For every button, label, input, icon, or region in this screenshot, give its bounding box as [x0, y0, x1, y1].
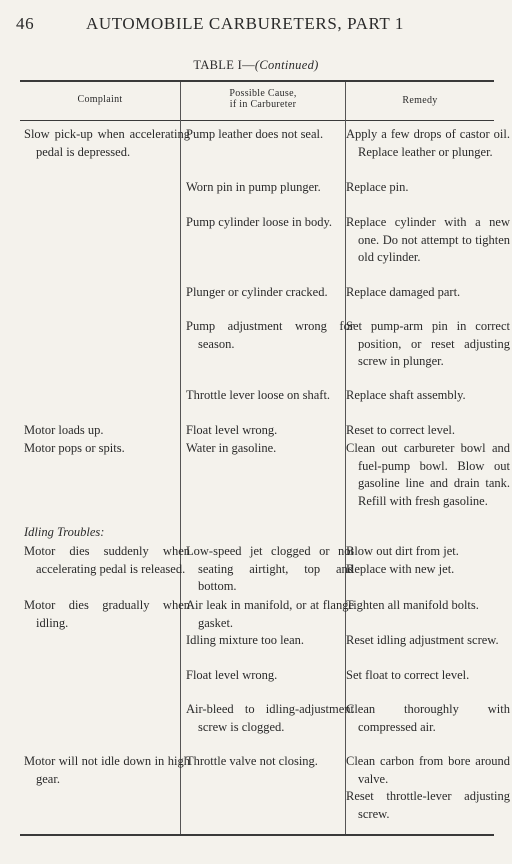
- section-label-idling: Idling Troubles:: [24, 525, 105, 539]
- table-title: [0, 58, 512, 73]
- cause-cell: Worn pin in pump plunger.: [186, 180, 321, 194]
- column-header-complaint: Complaint: [77, 94, 123, 105]
- table-title-main: TABLE I—: [193, 58, 255, 72]
- remedy-cell: Replace with new jet.: [346, 562, 455, 576]
- complaint-cell: Motor dies gradually when idling.: [24, 598, 190, 630]
- remedy-cell: Replace shaft assembly.: [346, 388, 466, 402]
- remedy-cell: Replace cylinder with a new one. Do not attempt to tighten old cylinder.: [346, 215, 510, 264]
- remedy-cell: Replace damaged part.: [346, 285, 461, 299]
- cause-cell: Low-speed jet clogged or not seating airtight, top and bottom.: [186, 544, 354, 593]
- remedy-cell: Reset idling adjustment screw.: [346, 633, 499, 647]
- table-title-continued: (Continued): [254, 58, 319, 72]
- column-header-remedy: Remedy: [402, 95, 438, 106]
- running-title: AUTOMOBILE CARBURETERS, PART 1: [86, 14, 404, 33]
- table-header-rule: [20, 120, 494, 121]
- cause-cell: Pump cylinder loose in body.: [186, 215, 333, 229]
- remedy-cell: Clean out carbureter bowl and fuel-pump bowl. Blow out gasoline line and drain tank. Refill with fresh gasoline.: [346, 441, 510, 508]
- complaint-cell: Slow pick-up when accelerating pedal is depressed.: [24, 127, 190, 159]
- remedy-cell: Apply a few drops of castor oil. Replace leather or plunger.: [346, 127, 510, 159]
- column-header-cause-line1: Possible Cause,: [229, 88, 297, 99]
- cause-cell: Float level wrong.: [186, 423, 278, 437]
- remedy-cell: Clean thoroughly with compressed air.: [346, 702, 510, 734]
- remedy-cell: Reset throttle-lever adjusting screw.: [346, 789, 510, 821]
- remedy-cell: Set float to correct level.: [346, 668, 470, 682]
- table-top-rule: [20, 80, 494, 82]
- complaint-cell: Motor loads up.: [24, 423, 104, 437]
- cause-cell: Float level wrong.: [186, 668, 278, 682]
- cause-cell: Throttle lever loose on shaft.: [186, 388, 331, 402]
- table-bottom-rule: [20, 834, 494, 836]
- cause-cell: Pump leather does not seal.: [186, 127, 324, 141]
- remedy-cell: Tighten all manifold bolts.: [346, 598, 479, 612]
- cause-cell: Water in gasoline.: [186, 441, 277, 455]
- complaint-cell: Motor will not idle down in high gear.: [24, 754, 190, 786]
- cause-cell: Air-bleed to idling-adjustment screw is clogged.: [186, 702, 354, 734]
- column-divider-1: [180, 82, 181, 834]
- cause-cell: Air leak in manifold, or at flange gasket.: [186, 598, 354, 630]
- remedy-cell: Reset to correct level.: [346, 423, 455, 437]
- remedy-cell: Blow out dirt from jet.: [346, 544, 459, 558]
- cause-cell: Idling mixture too lean.: [186, 633, 305, 647]
- cause-cell: Pump adjustment wrong for season.: [186, 319, 354, 351]
- column-header-cause: [181, 88, 345, 110]
- page-number: 46: [16, 14, 35, 33]
- cause-cell: Plunger or cylinder cracked.: [186, 285, 328, 299]
- complaint-cell: Motor dies suddenly when accelerating pedal is released.: [24, 544, 190, 576]
- remedy-cell: Clean carbon from bore around valve.: [346, 754, 510, 786]
- complaint-cell: Motor pops or spits.: [24, 441, 125, 455]
- remedy-cell: Set pump-arm pin in correct position, or reset adjusting screw in plunger.: [346, 319, 510, 368]
- remedy-cell: Replace pin.: [346, 180, 409, 194]
- cause-cell: Throttle valve not closing.: [186, 754, 318, 768]
- column-header-cause-line2: if in Carbureter: [229, 99, 297, 110]
